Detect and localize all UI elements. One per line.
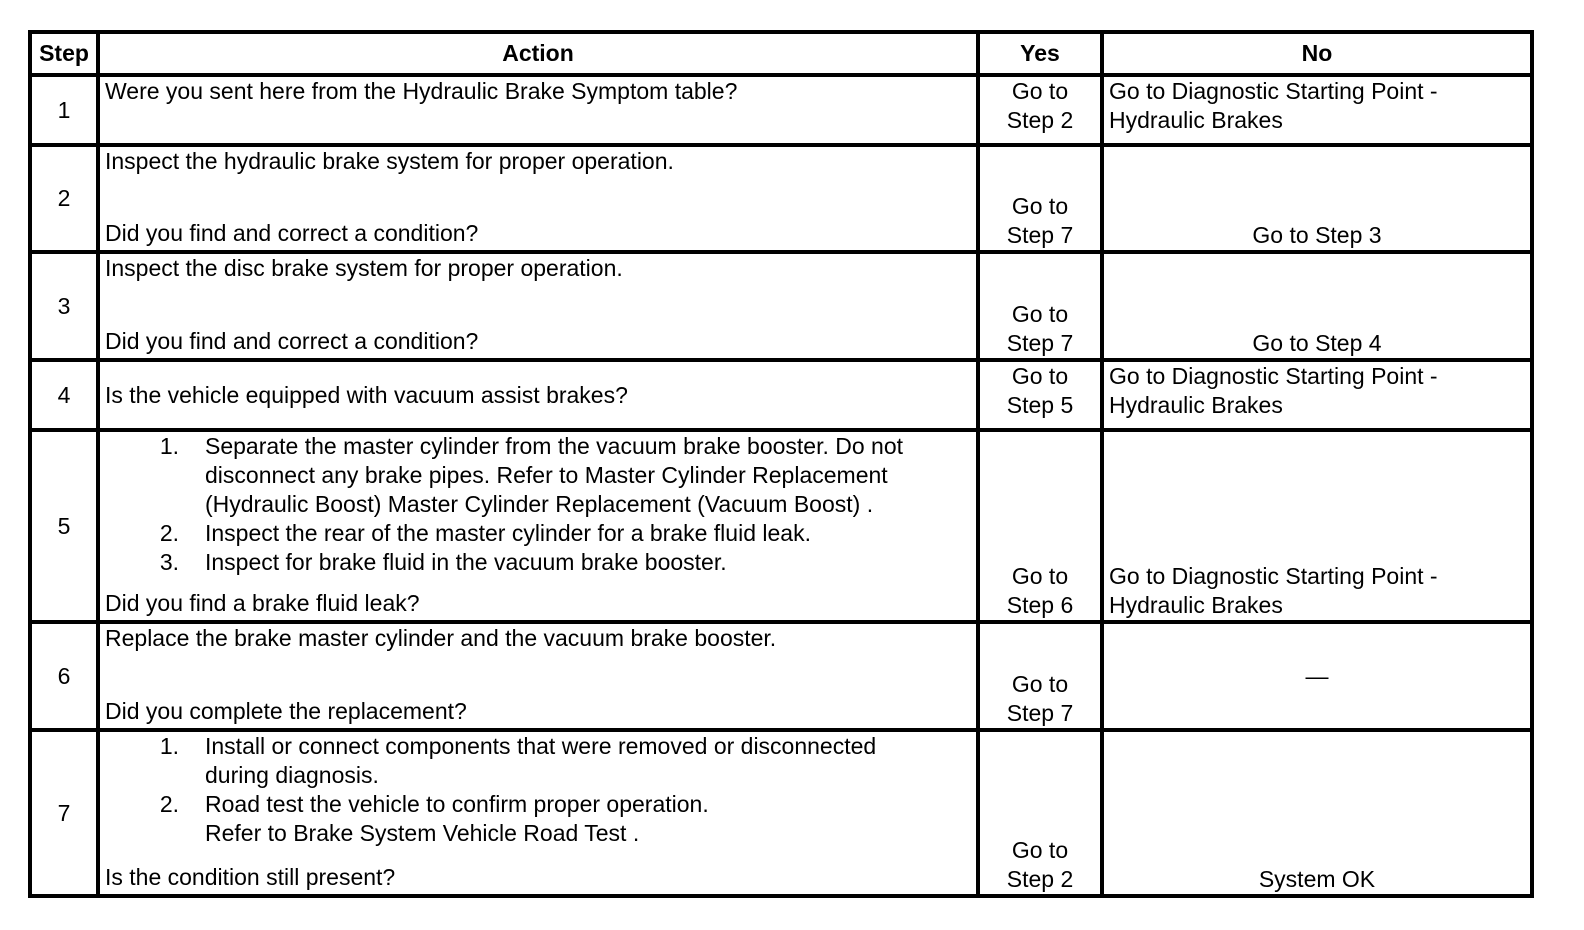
action-cell: [98, 75, 978, 145]
no-line-2: Hydraulic Brakes: [1109, 107, 1283, 133]
no-line-1: Go to Diagnostic Starting Point -: [1109, 363, 1438, 389]
yes-line-2: Step 2: [1006, 866, 1074, 892]
table-row: [30, 730, 1532, 896]
list-item: [105, 790, 971, 848]
yes-line-1: Go to: [1011, 563, 1069, 589]
list-item-number: 1.: [159, 433, 179, 459]
yes-cell: [978, 360, 1102, 430]
no-cell: [1102, 360, 1532, 430]
no-cell: System OK: [1102, 730, 1532, 896]
diagnostic-table: [28, 30, 1534, 898]
header-step: Step: [30, 32, 98, 75]
action-cell: [98, 622, 978, 730]
action-question: Is the condition still present?: [105, 864, 396, 890]
yes-line-2: Step 2: [1006, 107, 1074, 133]
table-wrapper: [28, 30, 1534, 898]
no-cell: Go to Step 3: [1102, 145, 1532, 252]
header-row: [30, 32, 1532, 75]
list-item: [105, 519, 971, 548]
action-cell: [98, 730, 978, 896]
list-item-number: 3.: [159, 549, 179, 575]
no-line-1: Go to Diagnostic Starting Point -: [1109, 78, 1438, 104]
action-text: Replace the brake master cylinder and the vacuum brake booster.: [105, 625, 777, 651]
list-item-number: 2.: [159, 520, 179, 546]
header-action: Action: [98, 32, 978, 75]
list-item: [105, 548, 971, 577]
action-cell: [98, 252, 978, 360]
yes-line-1: Go to: [1011, 363, 1069, 389]
no-line-1: Go to Diagnostic Starting Point -: [1109, 563, 1438, 589]
yes-line-2: Step 5: [1006, 392, 1074, 418]
list-item-content: [205, 790, 971, 848]
no-line-2: Hydraulic Brakes: [1109, 592, 1283, 618]
step-number: 6: [30, 622, 98, 730]
list-item-text: Install or connect components that were removed or disconnected during diagnosis.: [205, 733, 877, 788]
action-text: Inspect the disc brake system for proper operation.: [105, 255, 623, 281]
list-item-number: 1.: [159, 733, 179, 759]
action-question: Did you complete the replacement?: [105, 698, 467, 724]
action-cell: [98, 430, 978, 622]
list-item: [105, 432, 971, 519]
table-row: [30, 252, 1532, 360]
yes-line-1: Go to: [1011, 837, 1069, 863]
no-cell: —: [1102, 622, 1532, 730]
action-text: Inspect the hydraulic brake system for proper operation.: [105, 148, 674, 174]
action-cell: [98, 145, 978, 252]
yes-line-1: Go to: [1011, 671, 1069, 697]
action-question: Did you find and correct a condition?: [105, 328, 479, 354]
table-row: [30, 622, 1532, 730]
procedure-list: [105, 432, 971, 577]
action-text: Is the vehicle equipped with vacuum assist brakes?: [105, 381, 628, 408]
no-cell: [1102, 430, 1532, 622]
step-number: 5: [30, 430, 98, 622]
list-item-text: Separate the master cylinder from the vacuum brake booster. Do not disconnect any brake pipes. Refer to Master Cylinder Replacement (Hydraulic Boost) Master Cylinder Replacement (Vacuum Boost) .: [205, 433, 904, 517]
list-item-text: Road test the vehicle to confirm proper operation.: [205, 791, 709, 817]
yes-line-1: Go to: [1011, 78, 1069, 104]
table-row: [30, 360, 1532, 430]
table-row: [30, 145, 1532, 252]
yes-line-2: Step 7: [1006, 700, 1074, 726]
yes-line-2: Step 6: [1006, 592, 1074, 618]
action-question: Did you find and correct a condition?: [105, 220, 479, 246]
yes-cell: [978, 430, 1102, 622]
list-item-number: 2.: [159, 791, 179, 817]
procedure-list: [105, 732, 971, 848]
step-number: 1: [30, 75, 98, 145]
header-no: No: [1102, 32, 1532, 75]
no-cell: [1102, 75, 1532, 145]
step-number: 2: [30, 145, 98, 252]
yes-line-1: Go to: [1011, 301, 1069, 327]
step-number: 7: [30, 730, 98, 896]
yes-cell: [978, 622, 1102, 730]
yes-line-2: Step 7: [1006, 330, 1074, 356]
list-item-text: Inspect for brake fluid in the vacuum brake booster.: [205, 549, 727, 575]
yes-cell: [978, 75, 1102, 145]
yes-cell: [978, 252, 1102, 360]
no-cell: Go to Step 4: [1102, 252, 1532, 360]
list-item: [105, 732, 971, 790]
list-item-text: Inspect the rear of the master cylinder for a brake fluid leak.: [205, 520, 811, 546]
list-item-reference: Refer to Brake System Vehicle Road Test .: [205, 820, 640, 846]
step-number: 4: [30, 360, 98, 430]
action-cell: [98, 360, 978, 430]
yes-line-2: Step 7: [1006, 222, 1074, 248]
no-line-2: Hydraulic Brakes: [1109, 392, 1283, 418]
header-yes: Yes: [978, 32, 1102, 75]
yes-cell: [978, 145, 1102, 252]
yes-line-1: Go to: [1011, 193, 1069, 219]
table-row: [30, 75, 1532, 145]
table-row: [30, 430, 1532, 622]
action-question: Did you find a brake fluid leak?: [105, 590, 420, 616]
action-text: Were you sent here from the Hydraulic Brake Symptom table?: [105, 78, 738, 104]
step-number: 3: [30, 252, 98, 360]
yes-cell: [978, 730, 1102, 896]
